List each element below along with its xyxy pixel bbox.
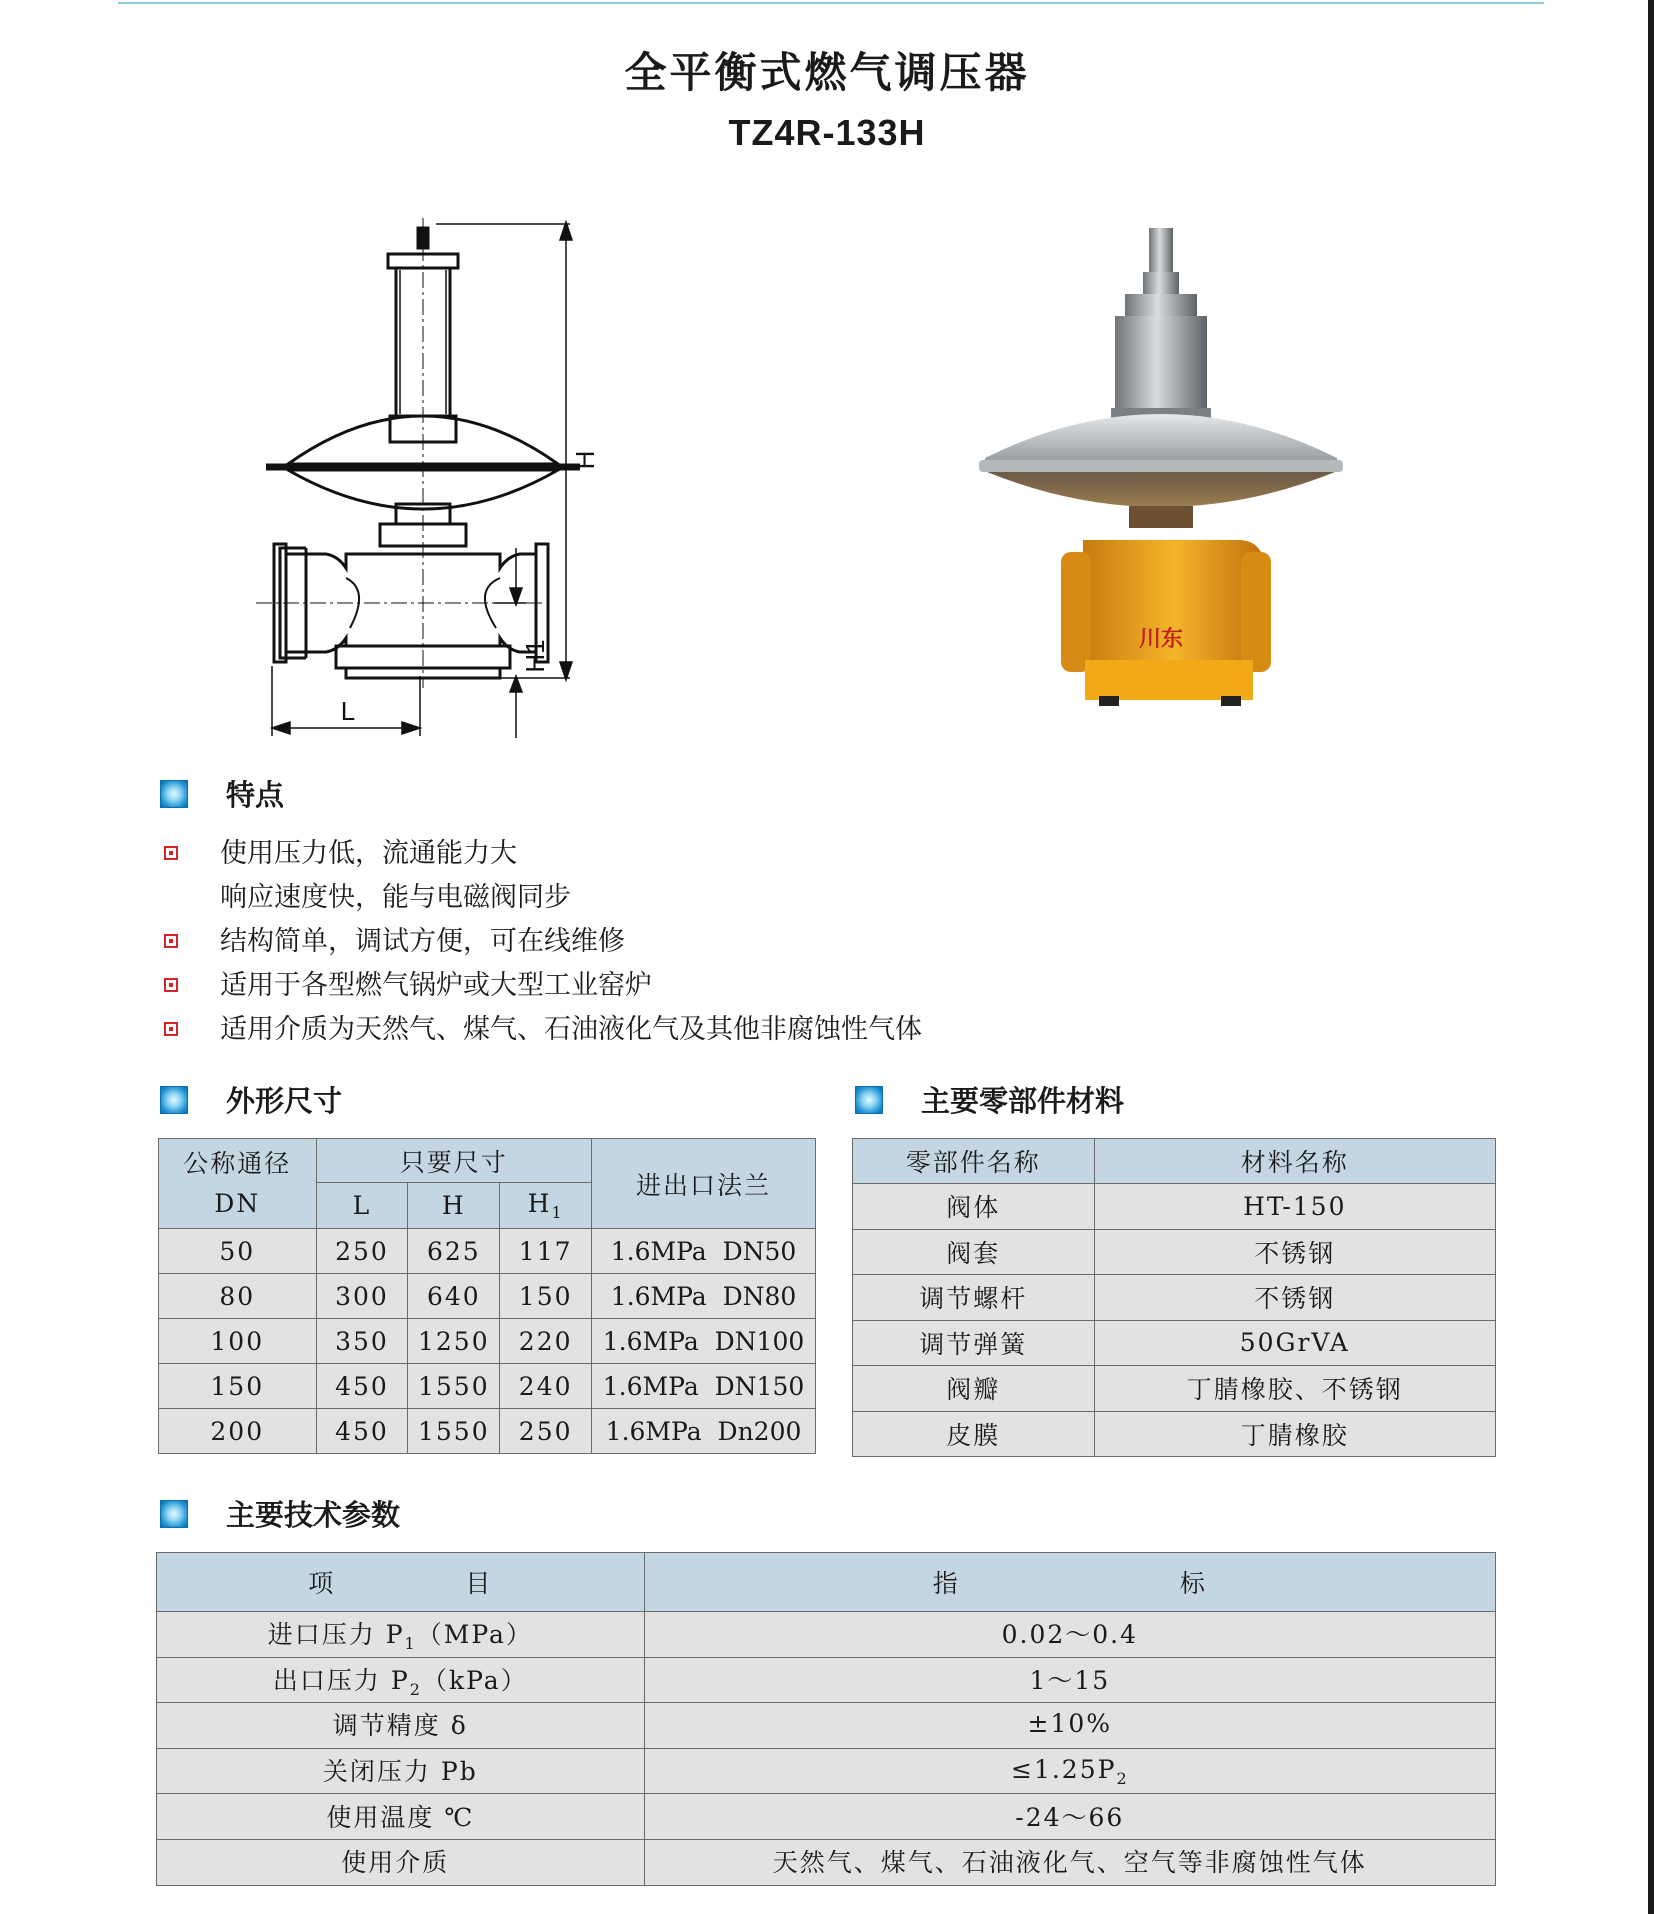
col-h1-sub: 1	[551, 1203, 564, 1222]
cell-h: 1550	[408, 1409, 500, 1454]
features-heading	[160, 773, 284, 814]
cell-dn: 200	[159, 1409, 317, 1454]
cell-material: 50GrVA	[1094, 1320, 1495, 1366]
table-row	[157, 1794, 1496, 1840]
cell-material: 丁腈橡胶、不锈钢	[1094, 1366, 1495, 1412]
value-text: ≤1.25P	[1011, 1754, 1117, 1784]
cell-material: 丁腈橡胶	[1094, 1411, 1495, 1457]
feature-item	[160, 964, 1060, 1008]
cell-item	[157, 1794, 645, 1840]
cell-part: 皮膜	[853, 1411, 1095, 1457]
item-name: 进口压力	[267, 1620, 376, 1650]
materials-heading-text: 主要零部件材料	[921, 1084, 1125, 1118]
cell-material: 不锈钢	[1094, 1229, 1495, 1275]
dimensions-heading-text: 外形尺寸	[226, 1084, 343, 1118]
cell-value	[644, 1612, 1495, 1658]
dimensions-heading	[160, 1079, 342, 1120]
bullet-square-icon	[164, 846, 178, 860]
cell-l: 450	[316, 1409, 408, 1454]
cell-l: 300	[316, 1274, 408, 1319]
col-h1-main: H	[527, 1189, 552, 1218]
cell-part: 阀瓣	[853, 1366, 1095, 1412]
table-row	[157, 1657, 1496, 1703]
item-name: 调节精度	[332, 1711, 441, 1741]
feature-item	[160, 876, 1060, 920]
col-dn-title: 公称通径	[183, 1148, 292, 1178]
cell-part: 调节螺杆	[853, 1275, 1095, 1321]
feature-text: 适用介质为天然气、煤气、石油液化气及其他非腐蚀性气体	[220, 1014, 922, 1045]
table-row	[157, 1703, 1496, 1749]
table-row	[157, 1748, 1496, 1794]
feature-item	[160, 1008, 1060, 1052]
cell-material: HT-150	[1094, 1184, 1495, 1230]
cell-flange: 1.6MPa DN80	[592, 1274, 816, 1319]
section-square-icon	[160, 780, 188, 808]
table-row	[853, 1411, 1496, 1457]
cell-dn: 50	[159, 1229, 317, 1274]
item-unit: （MPa）	[416, 1620, 533, 1650]
col-item-a: 项	[308, 1569, 336, 1598]
cell-l: 450	[316, 1364, 408, 1409]
features-heading-text: 特点	[226, 778, 285, 812]
cell-h1: 117	[500, 1229, 592, 1274]
photo-svg	[965, 222, 1355, 740]
value-text: ±10%	[1027, 1708, 1113, 1738]
col-h1-header	[500, 1183, 592, 1229]
section-square-icon	[160, 1086, 188, 1114]
page-edge	[1648, 0, 1654, 1914]
item-symbol: P	[385, 1620, 405, 1650]
section-square-icon	[855, 1086, 883, 1114]
dimension-drawing	[250, 218, 710, 748]
col-item-header	[157, 1553, 645, 1612]
drawing-svg	[250, 218, 710, 748]
item-unit: （kPa）	[421, 1665, 528, 1695]
upper-dome-photo	[985, 414, 1337, 468]
table-row	[853, 1320, 1496, 1366]
item-subscript: 1	[404, 1634, 417, 1654]
tech-table	[156, 1552, 1496, 1886]
value-text: -24～66	[1015, 1802, 1125, 1832]
bullet-square-icon	[164, 934, 178, 948]
cell-item	[157, 1748, 645, 1794]
table-row	[159, 1274, 816, 1319]
cell-h1: 240	[500, 1364, 592, 1409]
table-row	[157, 1839, 1496, 1885]
label-h1: H1	[520, 639, 550, 673]
col-index-b: 标	[1179, 1569, 1207, 1598]
cell-part: 调节弹簧	[853, 1320, 1095, 1366]
cell-item	[157, 1703, 645, 1749]
col-material-header: 材料名称	[1094, 1139, 1495, 1184]
model-number: TZ4R-133H	[728, 112, 926, 153]
materials-heading	[855, 1079, 1124, 1120]
cell-l: 350	[316, 1319, 408, 1364]
col-dn-unit: DN	[214, 1188, 261, 1218]
table-row	[853, 1366, 1496, 1412]
feature-text: 使用压力低，流通能力大	[220, 838, 517, 869]
table-row	[853, 1184, 1496, 1230]
left-flange-photo	[1061, 552, 1091, 672]
cell-value	[644, 1657, 1495, 1703]
feature-text: 适用于各型燃气锅炉或大型工业窑炉	[220, 970, 652, 1001]
col-h-header: H	[408, 1183, 500, 1229]
spring-housing-photo	[1115, 316, 1207, 408]
item-symbol: δ	[450, 1711, 468, 1741]
cell-dn: 80	[159, 1274, 317, 1319]
lower-dome-photo	[987, 472, 1335, 507]
col-index-header	[644, 1553, 1495, 1612]
cell-flange: 1.6MPa DN100	[592, 1319, 816, 1364]
item-name: 出口压力	[272, 1665, 381, 1695]
feature-item	[160, 832, 1060, 876]
feature-text: 结构简单，调试方便，可在线维修	[220, 926, 625, 957]
value-text: 0.02～0.4	[1001, 1620, 1139, 1650]
cell-item	[157, 1657, 645, 1703]
table-row	[159, 1229, 816, 1274]
item-name: 关闭压力	[322, 1757, 431, 1787]
feature-text: 响应速度快，能与电磁阀同步	[220, 882, 571, 913]
item-symbol: P	[390, 1665, 410, 1695]
materials-table	[852, 1138, 1496, 1457]
cell-flange: 1.6MPa Dn200	[592, 1409, 816, 1454]
dimensions-table	[158, 1138, 816, 1454]
table-row	[159, 1364, 816, 1409]
col-dn-header	[159, 1139, 317, 1229]
value-subscript: 2	[1116, 1768, 1129, 1788]
label-h: H	[570, 450, 600, 470]
top-rule	[118, 2, 1544, 4]
col-item-b: 目	[465, 1569, 493, 1598]
col-flange-header: 进出口法兰	[592, 1139, 816, 1229]
feature-item	[160, 920, 1060, 964]
brand-mark: 川东	[1138, 627, 1184, 652]
cell-h: 625	[408, 1229, 500, 1274]
cell-flange: 1.6MPa DN150	[592, 1364, 816, 1409]
cell-h1: 150	[500, 1274, 592, 1319]
tech-heading-text: 主要技术参数	[226, 1498, 401, 1532]
cell-value	[644, 1703, 1495, 1749]
cell-item	[157, 1612, 645, 1658]
item-symbol: ℃	[444, 1802, 475, 1832]
cell-h: 1250	[408, 1319, 500, 1364]
col-index-a: 指	[932, 1569, 960, 1598]
cell-h: 1550	[408, 1364, 500, 1409]
cell-value	[644, 1794, 1495, 1840]
cell-part: 阀体	[853, 1184, 1095, 1230]
product-photo	[965, 222, 1355, 740]
table-row	[157, 1612, 1496, 1658]
cell-dn: 100	[159, 1319, 317, 1364]
screw-stem	[1149, 228, 1173, 276]
cell-h1: 250	[500, 1409, 592, 1454]
cell-item	[157, 1839, 645, 1885]
bottom-plate	[346, 668, 500, 678]
cell-h1: 220	[500, 1319, 592, 1364]
label-l: L	[340, 696, 356, 726]
table-row	[159, 1409, 816, 1454]
table-row	[853, 1229, 1496, 1275]
cell-h: 640	[408, 1274, 500, 1319]
item-name: 使用介质	[341, 1848, 450, 1878]
section-square-icon	[160, 1500, 188, 1528]
item-name: 使用温度	[326, 1802, 435, 1832]
table-row	[159, 1319, 816, 1364]
value-text: 天然气、煤气、石油液化气、空气等非腐蚀性气体	[772, 1848, 1367, 1878]
col-group-header: 只要尺寸	[316, 1139, 592, 1183]
cell-dn: 150	[159, 1364, 317, 1409]
cell-value	[644, 1839, 1495, 1885]
bullet-square-icon	[164, 978, 178, 992]
features-list	[160, 832, 1060, 1052]
page-title: 全平衡式燃气调压器	[624, 48, 1030, 97]
table-row	[853, 1275, 1496, 1321]
right-flange-photo	[1241, 552, 1271, 672]
cell-l: 250	[316, 1229, 408, 1274]
col-part-header: 零部件名称	[853, 1139, 1095, 1184]
tech-heading	[160, 1493, 400, 1534]
cell-part: 阀套	[853, 1229, 1095, 1275]
cell-value	[644, 1748, 1495, 1794]
item-subscript: 2	[409, 1679, 422, 1699]
item-symbol: Pb	[440, 1757, 478, 1787]
bullet-square-icon	[164, 1022, 178, 1036]
cell-flange: 1.6MPa DN50	[592, 1229, 816, 1274]
cell-material: 不锈钢	[1094, 1275, 1495, 1321]
col-l-header: L	[316, 1183, 408, 1229]
value-text: 1～15	[1029, 1665, 1111, 1695]
